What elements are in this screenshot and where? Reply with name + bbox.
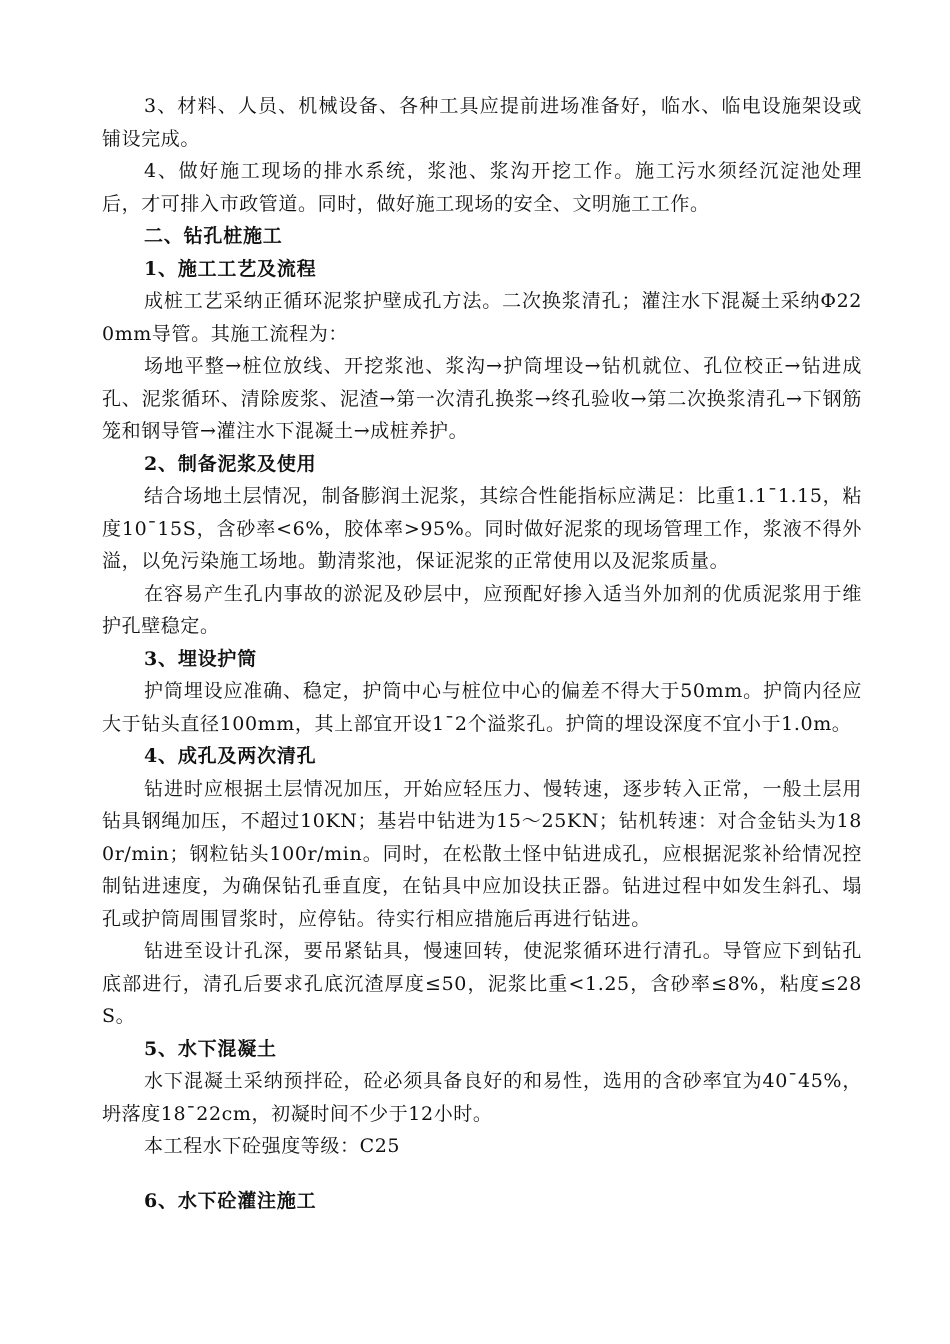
section-heading-bored-pile: 二、钻孔桩施工	[144, 225, 283, 247]
subheading-casing: 3、埋设护筒	[144, 647, 258, 670]
paragraph-concrete-spec: 水下混凝土采纳预拌砼，砼必须具备良好的和易性，选用的含砂率宜为40¯45%，坍落度18¯22cm，初凝时间不少于12小时。	[102, 1070, 862, 1125]
subheading-process-flow: 1、施工工艺及流程	[144, 257, 317, 280]
paragraph-materials-prep: 3、材料、人员、机械设备、各种工具应提前进场准备好，临水、临电设施架设或铺设完成。	[102, 95, 862, 150]
paragraph-drilling: 钻进时应根据土层情况加压，开始应轻压力、慢转速，逐步转入正常，一般土层用钻具钢绳加压，不超过10KN；基岩中钻进为15～25KN；钻机转速：对合金钻头为180r/min；钢粒钻头100r/min。同时，在松散土怪中钻进成孔，应根据泥浆补给情况控制钻进速度，为确保钻孔垂直度，在钻具中应加设扶正器。钻进过程中如发生斜孔、塌孔或护筒周围冒浆时，应停钻。待实行相应措施后再进行钻进。	[102, 777, 862, 930]
subheading-underwater-concrete: 5、水下混凝土	[144, 1037, 277, 1060]
paragraph-hole-cleaning: 钻进至设计孔深，要吊紧钻具，慢速回转，使泥浆循环进行清孔。导管应下到钻孔底部进行，清孔后要求孔底沉渣厚度≤50，泥浆比重<1.25，含砂率≤8%，粘度≤28S。	[102, 940, 862, 1027]
paragraph-slurry-additive: 在容易产生孔内事故的淤泥及砂层中，应预配好掺入适当外加剂的优质泥浆用于维护孔壁稳定。	[102, 582, 862, 637]
paragraph-process-method: 成桩工艺采纳正循环泥浆护壁成孔方法。二次换浆清孔；灌注水下混凝土采纳Φ220mm导管。其施工流程为：	[102, 290, 862, 345]
paragraph-slurry-spec: 结合场地土层情况，制备膨润土泥浆，其综合性能指标应满足：比重1.1¯1.15，粘度10¯15S，含砂率<6%，胶体率>95%。同时做好泥浆的现场管理工作，浆液不得外溢，以免污染施工场地。勤清浆池，保证泥浆的正常使用以及泥浆质量。	[102, 485, 862, 572]
document-body	[102, 90, 862, 1217]
paragraph-drainage: 4、做好施工现场的排水系统，浆池、浆沟开挖工作。施工污水须经沉淀池处理后，才可排入市政管道。同时，做好施工现场的安全、文明施工工作。	[102, 160, 862, 215]
paragraph-concrete-grade: 本工程水下砼强度等级：C25	[144, 1135, 401, 1157]
subheading-slurry: 2、制备泥浆及使用	[144, 452, 317, 475]
paragraph-casing-spec: 护筒埋设应准确、稳定，护筒中心与桩位中心的偏差不得大于50mm。护筒内径应大于钻头直径100mm，其上部宜开设1¯2个溢浆孔。护筒的埋设深度不宜小于1.0m。	[102, 680, 862, 735]
paragraph-process-flow: 场地平整→桩位放线、开挖浆池、浆沟→护筒埋设→钻机就位、孔位校正→钻进成孔、泥浆循环、清除废浆、泥渣→第一次清孔换浆→终孔验收→第二次换浆清孔→下钢筋笼和钢导管→灌注水下混凝土→成桩养护。	[102, 355, 862, 442]
subheading-concrete-pouring: 6、水下砼灌注施工	[144, 1189, 317, 1212]
subheading-drilling-cleaning: 4、成孔及两次清孔	[144, 745, 317, 767]
